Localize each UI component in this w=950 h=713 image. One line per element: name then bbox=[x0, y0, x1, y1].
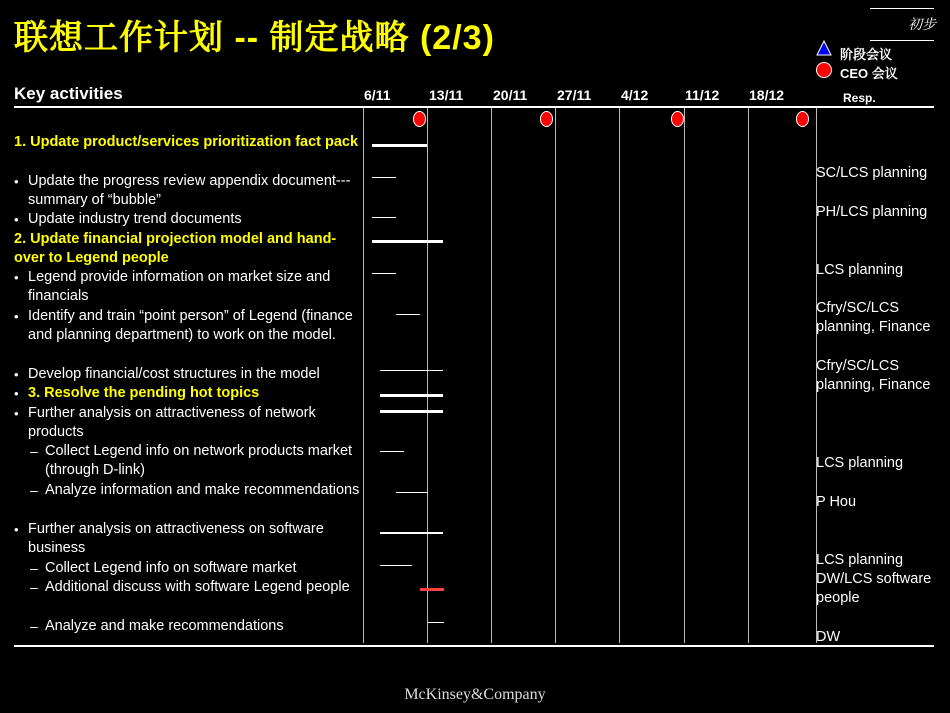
resp-cell: LCS planning bbox=[816, 262, 904, 278]
gantt-bar-highlight bbox=[420, 588, 444, 591]
bullet: • bbox=[14, 174, 19, 189]
grid-line bbox=[748, 108, 749, 643]
bullet: • bbox=[14, 309, 19, 324]
gantt-bar bbox=[372, 273, 396, 274]
triangle-icon bbox=[816, 40, 832, 61]
activity-subitem: Analyze information and make recommendations bbox=[45, 482, 360, 498]
gantt-bar bbox=[380, 394, 443, 397]
grid-line bbox=[491, 108, 492, 643]
resp-cell: LCS planning bbox=[816, 455, 904, 471]
resp-cell: SC/LCS planning bbox=[816, 165, 928, 181]
resp-cell: P Hou bbox=[816, 494, 857, 510]
dash: – bbox=[30, 618, 38, 634]
dash: – bbox=[30, 482, 38, 498]
gantt-bar bbox=[380, 451, 404, 452]
dash: – bbox=[30, 560, 38, 576]
resp-cell: DW/LCS software people bbox=[816, 571, 932, 607]
grid-line bbox=[555, 108, 556, 643]
dash: – bbox=[30, 443, 38, 459]
activity-subitem: Additional discuss with software Legend people bbox=[45, 579, 350, 595]
gantt-bar bbox=[380, 410, 443, 413]
grid-line bbox=[427, 108, 428, 643]
legend-stage-meeting: 阶段会议 bbox=[840, 47, 893, 62]
gantt-bar bbox=[380, 370, 443, 371]
activity-item: Update the progress review appendix document---summary of “bubble” bbox=[28, 173, 351, 209]
bullet: • bbox=[14, 386, 19, 401]
activity-section-3: 3. Resolve the pending hot topics bbox=[28, 385, 260, 401]
activity-subitem: Collect Legend info on network products market (through D-link) bbox=[45, 443, 353, 479]
company-logo: McKinsey&Company bbox=[404, 686, 546, 703]
activity-section-2: 2. Update financial projection model and hand-over to Legend people bbox=[14, 231, 337, 267]
activity-item: Further analysis on attractiveness of network products bbox=[28, 405, 316, 441]
resp-cell: PH/LCS planning bbox=[816, 204, 928, 220]
date-label: 6/11 bbox=[364, 87, 391, 103]
gantt-bar bbox=[428, 622, 444, 623]
activities-header: Key activities bbox=[14, 84, 123, 103]
bullet: • bbox=[14, 406, 19, 421]
gantt-bar bbox=[372, 177, 396, 178]
activity-section-1: 1. Update product/services prioritization fact pack bbox=[14, 134, 359, 150]
date-label: 13/11 bbox=[429, 87, 464, 103]
footer-rule bbox=[14, 645, 934, 647]
gantt-bar bbox=[380, 532, 443, 534]
bullet: • bbox=[14, 212, 19, 227]
bullet: • bbox=[14, 367, 19, 382]
grid-line bbox=[684, 108, 685, 643]
activity-subitem: Collect Legend info on software market bbox=[45, 560, 297, 576]
gantt-bar bbox=[372, 240, 443, 243]
activity-item: Further analysis on attractiveness on software business bbox=[28, 521, 324, 557]
gantt-bar bbox=[372, 217, 396, 218]
legend-ceo-meeting: CEO 会议 bbox=[840, 66, 898, 81]
date-label: 11/12 bbox=[685, 87, 720, 103]
draft-top-rule bbox=[870, 8, 934, 9]
date-label: 18/12 bbox=[749, 87, 785, 103]
bullet: • bbox=[14, 270, 19, 285]
grid-line bbox=[363, 108, 364, 643]
ceo-meeting-marker bbox=[413, 111, 426, 127]
dash: – bbox=[30, 579, 38, 595]
resp-cell: DW bbox=[816, 629, 841, 645]
gantt-bar bbox=[380, 565, 412, 566]
grid-line bbox=[619, 108, 620, 643]
date-label: 27/11 bbox=[557, 87, 592, 103]
activity-item: Legend provide information on market size and financials bbox=[28, 269, 331, 305]
resp-cell: Cfry/SC/LCS planning, Finance bbox=[816, 300, 931, 336]
activity-item: Develop financial/cost structures in the model bbox=[28, 366, 320, 382]
gantt-bar bbox=[372, 144, 427, 147]
circle-icon bbox=[816, 62, 832, 78]
ceo-meeting-marker bbox=[671, 111, 684, 127]
draft-label: 初步 bbox=[908, 17, 936, 33]
date-label: 20/11 bbox=[493, 87, 528, 103]
resp-cell: Cfry/SC/LCS planning, Finance bbox=[816, 358, 931, 394]
bullet: • bbox=[14, 522, 19, 537]
activity-item: Update industry trend documents bbox=[28, 211, 242, 227]
resp-cell: LCS planning bbox=[816, 552, 904, 568]
draft-bottom-rule bbox=[870, 40, 934, 41]
date-label: 4/12 bbox=[621, 87, 649, 103]
resp-header: Resp. bbox=[843, 91, 876, 105]
header-rule bbox=[14, 106, 934, 108]
ceo-meeting-marker bbox=[540, 111, 553, 127]
activity-subitem: Analyze and make recommendations bbox=[45, 618, 284, 634]
gantt-bar bbox=[396, 492, 428, 493]
page-title: 联想工作计划 -- 制定战略 (2/3) bbox=[14, 19, 495, 57]
gantt-bar bbox=[396, 314, 420, 315]
activity-item: Identify and train “point person” of Legend (finance and planning department) to work on the model. bbox=[28, 308, 353, 344]
ceo-meeting-marker bbox=[796, 111, 809, 127]
